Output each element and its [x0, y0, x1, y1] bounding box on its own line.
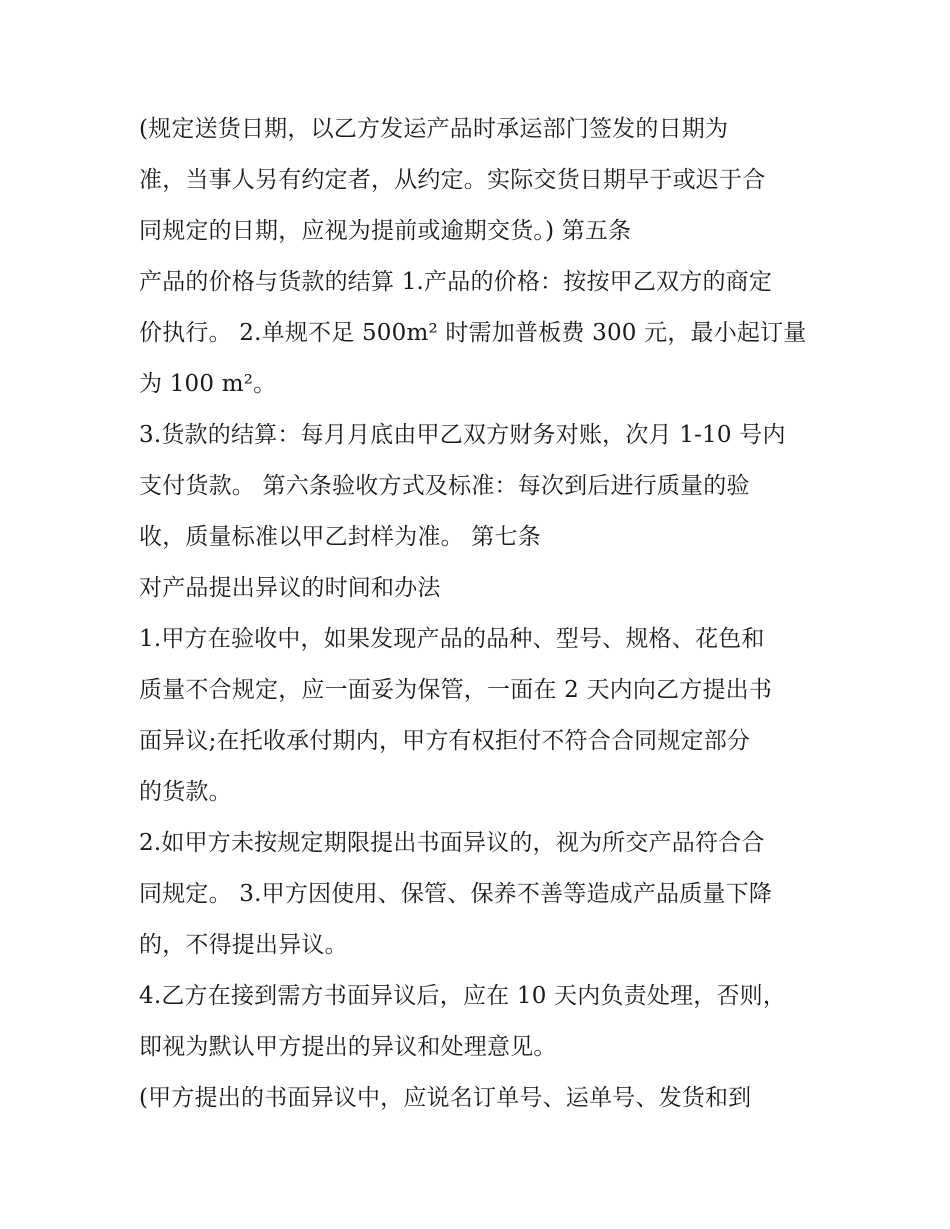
text-line: 支付货款。 第六条验收方式及标准：每次到后进行质量的验: [139, 473, 750, 499]
text-line: 准，当事人另有约定者，从约定。实际交货日期早于或迟于合: [139, 167, 766, 193]
text-line: 2.如甲方未按规定期限提出书面异议的，视为所交产品符合合: [139, 830, 765, 856]
text-line: 即视为默认甲方提出的异议和处理意见。: [139, 1034, 557, 1060]
text-line: 4.乙方在接到需方书面异议后，应在 10 天内负责处理，否则，: [139, 983, 787, 1009]
text-line: 对产品提出异议的时间和办法: [139, 575, 441, 601]
text-line: 收，质量标准以甲乙封样为准。 第七条: [139, 524, 541, 550]
text-line: 同规定的日期，应视为提前或逾期交货。) 第五条: [139, 218, 632, 244]
text-line: 为 100 m²。: [139, 371, 277, 397]
text-line: (规定送货日期，以乙方发运产品时承运部门签发的日期为: [139, 116, 729, 142]
text-line: 质量不合规定，应一面妥为保管，一面在 2 天内向乙方提出书: [139, 677, 773, 703]
document-body: [139, 104, 829, 1124]
text-line: 价执行。 2.单规不足 500m² 时需加普板费 300 元，最小起订量: [139, 320, 807, 346]
text-line: 的，不得提出异议。: [139, 932, 348, 958]
text-line: 3.货款的结算：每月月底由甲乙双方财务对账，次月 1-10 号内: [139, 422, 786, 448]
text-line: 产品的价格与货款的结算 1.产品的价格：按按甲乙双方的商定: [139, 269, 773, 295]
text-line: (甲方提出的书面异议中，应说名订单号、运单号、发货和到: [139, 1085, 752, 1111]
text-line: 同规定。 3.甲方因使用、保管、保养不善等造成产品质量下降: [139, 881, 773, 907]
text-line: 的货款。: [139, 779, 232, 805]
text-line: 1.甲方在验收中，如果发现产品的品种、型号、规格、花色和: [139, 626, 765, 652]
text-line: 面异议;在托收承付期内，甲方有权拒付不符合合同规定部分: [139, 728, 751, 754]
